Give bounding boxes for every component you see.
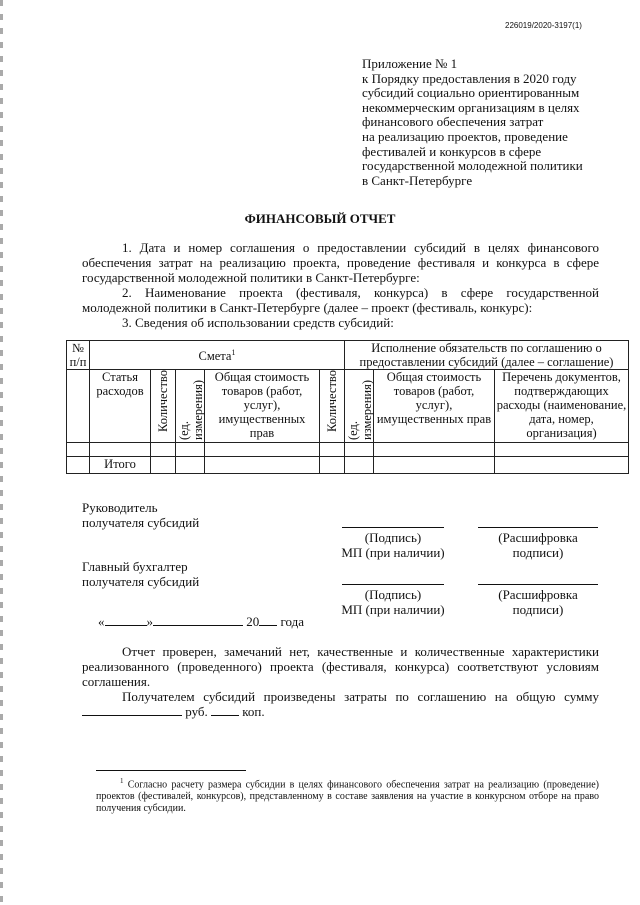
decode-caption: подписи) xyxy=(512,602,564,617)
stamp-caption: МП (при наличии) xyxy=(341,545,445,560)
annex-line: Приложение № 1 xyxy=(362,56,458,71)
unit-label: (ед. измерения) xyxy=(177,380,205,440)
cell-empty xyxy=(67,370,90,443)
signature-line xyxy=(342,527,444,528)
accountant-line-1: Главный бухгалтер xyxy=(82,559,188,574)
total-label: Итого xyxy=(90,457,151,474)
funds-usage-table xyxy=(66,340,629,474)
accountant-sign-block xyxy=(330,587,456,617)
header-article: Статья расходов xyxy=(90,370,151,443)
header-smeta xyxy=(90,341,345,370)
table-row-total xyxy=(67,457,629,474)
annex-line: фестивалей и конкурсов в сфере xyxy=(362,143,542,159)
decode-caption: (Расшифровка xyxy=(498,587,578,602)
accountant-decode-block xyxy=(478,587,598,617)
rub-label: руб. xyxy=(185,704,208,719)
paragraph-2: 2. Наименование проекта (фестиваля, конкурса) в сфере государственной молодежной политики в Санкт-Петербурге (далее – проект (фестиваль, конкурс): xyxy=(82,285,599,315)
footnote-mark: 1 xyxy=(120,777,124,785)
decode-line xyxy=(478,584,598,585)
unit2-label: (ед. измерения) xyxy=(346,380,374,440)
header-cost2: Общая стоимость товаров (работ, услуг), имущественных прав xyxy=(374,370,495,443)
header-docs: Перечень документов, подтверждающих расходы (наименование, дата, номер, организация) xyxy=(495,370,629,443)
sign-caption: (Подпись) xyxy=(364,587,422,602)
accountant-line-2: получателя субсидий xyxy=(82,574,200,589)
annex-line: субсидий социально ориентированным xyxy=(362,85,580,101)
page-title: ФИНАНСОВЫЙ ОТЧЕТ xyxy=(244,211,396,226)
header-qty2 xyxy=(320,370,345,443)
date-line xyxy=(98,614,328,629)
quote-close: » xyxy=(146,614,153,629)
annex-line: некоммерческим организациям в целях xyxy=(362,99,580,115)
annex-line: в Санкт-Петербурге xyxy=(362,172,473,188)
header-execution: Исполнение обязательств по соглашению о предоставлении субсидий (далее – соглашение) xyxy=(345,341,629,370)
smeta-label: Смета xyxy=(198,349,232,364)
kop-label: коп. xyxy=(242,704,265,719)
scan-edge xyxy=(0,0,3,905)
expenses-text: Получателем субсидий произведены затраты по соглашению на общую сумму xyxy=(122,689,599,704)
stamp-caption: МП (при наличии) xyxy=(341,602,445,617)
annex-line: государственной молодежной политики xyxy=(362,158,583,174)
year-prefix: 20 xyxy=(246,614,260,629)
table-row xyxy=(67,443,629,457)
head-line-2: получателя субсидий xyxy=(82,515,200,530)
verified-paragraph: Отчет проверен, замечаний нет, качественные и количественные характеристики реализованного (проведенного) проекта (фестиваля, конкурса) соответствуют условиям соглашения. xyxy=(82,644,599,689)
header-num: № п/п xyxy=(67,341,90,370)
annex-line: финансового обеспечения затрат xyxy=(362,114,544,130)
header-qty xyxy=(151,370,176,443)
sign-caption: (Подпись) xyxy=(364,530,422,545)
expenses-paragraph xyxy=(82,689,599,719)
header-unit xyxy=(176,370,205,443)
signature-line xyxy=(342,584,444,585)
paragraph-3: 3. Сведения об использовании средств субсидий: xyxy=(122,315,394,330)
qty2-label: Количество xyxy=(325,370,339,432)
document-id: 226019/2020-3197(1) xyxy=(505,21,582,30)
header-cost: Общая стоимость товаров (работ, услуг), имущественных прав xyxy=(205,370,320,443)
footnote-separator xyxy=(96,770,246,771)
year-suffix: года xyxy=(280,614,305,629)
annex-line: на реализацию проектов, проведение xyxy=(362,128,568,144)
decode-line xyxy=(478,527,598,528)
head-label xyxy=(82,500,199,530)
footnote-ref: 1 xyxy=(231,348,236,358)
paragraph-1: 1. Дата и номер соглашения о предоставлении субсидий в целях финансового обеспечения затрат на реализацию проекта, проведение фестиваля и конкурса в сфере государственной молодежной политики в Санкт-Петербурге: xyxy=(82,240,599,285)
footnote-text: Согласно расчету размера субсидии в целях финансового обеспечения затрат на реализацию (проведение) проектов (фестивалей, конкурсов), представленному в составе заявления на участие в конкурсном отборе на право получения субсидии. xyxy=(96,779,599,815)
head-sign-block xyxy=(330,530,456,560)
head-decode-block xyxy=(478,530,598,560)
decode-caption: подписи) xyxy=(512,545,564,560)
annex-line: к Порядку предоставления в 2020 году xyxy=(362,70,577,86)
quote-open: « xyxy=(98,614,105,629)
decode-caption: (Расшифровка xyxy=(498,530,578,545)
accountant-label xyxy=(82,559,199,589)
head-line-1: Руководитель xyxy=(82,500,158,515)
header-unit2 xyxy=(345,370,374,443)
footnote xyxy=(96,775,599,815)
qty-label: Количество xyxy=(156,370,170,432)
annex-header xyxy=(362,57,612,188)
